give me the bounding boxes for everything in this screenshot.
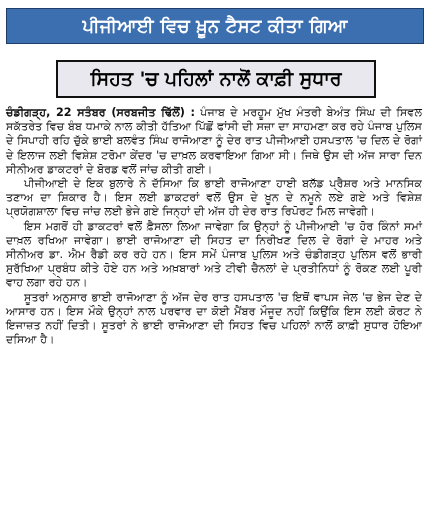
paragraph-1-text: ਪੰਜਾਬ ਦੇ ਮਰਹੂਮ ਮੁੱਖ ਮੰਤਰੀ ਬੇਅੰਤ ਸਿੰਘ ਦੀ ਸਿਵਲ ਸਕੱਤਰੇਤ ਵਿਚ ਬੰਬ ਧਮਾਕੇ ਨਾਲ ਕੀਤੀ ਹੱਤਿਆ ਪਿੱਛੋਂ ਫਾਂਸੀ ਦੀ ਸਜ਼ਾ ਦਾ ਸਾਹਮਣਾ ਕਰ ਰਹੇ ਪੰਜਾਬ ਪੁਲਿਸ ਦੇ ਸਿਪਾਹੀ ਰਹਿ ਚੁੱਕੇ ਭਾਈ ਬਲਵੰਤ ਸਿੰਘ ਰਾਜੋਆਣਾ ਨੂੰ ਦੇਰ ਰਾਤ ਪੀਜੀਆਈ ਹਸਪਤਾਲ 'ਚ ਦਿਲ ਦੇ ਰੋਗਾਂ ਦੇ ਇਲਾਜ ਲਈ ਵਿਸ਼ੇਸ਼ ਟਰੋਮਾ ਕੇਂਦਰ 'ਚ ਦਾਖ਼ਲ ਕਰਵਾਇਆ ਗਿਆ ਸੀ। ਜਿਥੇ ਉਸ ਦੀ ਅੱਜ ਸਾਰਾ ਦਿਨ ਸੀਨੀਅਰ ਡਾਕਟਰਾਂ ਦੇ ਬੋਰਡ ਵਲੋਂ ਜਾਂਚ ਕੀਤੀ ਗਈ।: [6, 106, 423, 176]
paragraph-2: ਪੀਜੀਆਈ ਦੇ ਇਕ ਬੁਲਾਰੇ ਨੇ ਦੱਸਿਆ ਕਿ ਭਾਈ ਰਾਜੋਆਣਾ ਹਾਈ ਬਲੱਡ ਪ੍ਰੈਸ਼ਰ ਅਤੇ ਮਾਨਸਿਕ ਤਣਾਅ ਦਾ ਸ਼ਿਕਾਰ ਹੈ। ਇਸ ਲਈ ਡਾਕਟਰਾਂ ਵਲੋਂ ਉਸ ਦੇ ਖ਼ੂਨ ਦੇ ਨਮੂਨੇ ਲਏ ਗਏ ਅਤੇ ਵਿਸ਼ੇਸ਼ ਪ੍ਰਯੋਗਸ਼ਾਲਾ ਵਿਚ ਜਾਂਚ ਲਈ ਭੇਜੇ ਗਏ ਜਿਨ੍ਹਾਂ ਦੀ ਅੱਜ ਹੀ ਦੇਰ ਰਾਤ ਰਿਪੋਰਟ ਮਿਲ ਜਾਵੇਗੀ।: [6, 177, 422, 219]
headline: ਪੀਜੀਆਈ ਵਿਚ ਖ਼ੂਨ ਟੈਸਟ ਕੀਤਾ ਗਿਆ: [6, 8, 424, 44]
paragraph-4: ਸੂਤਰਾਂ ਅਨੁਸਾਰ ਭਾਈ ਰਾਜੋਆਣਾ ਨੂੰ ਅੱਜ ਦੇਰ ਰਾਤ ਹਸਪਤਾਲ 'ਚ ਇਥੋਂ ਵਾਪਸ ਜੇਲ 'ਚ ਭੇਜ ਦੇਣ ਦੇ ਆਸਾਰ ਹਨ। ਇਸ ਮੌਕੇ ਉਨ੍ਹਾਂ ਨਾਲ ਪਰਵਾਰ ਦਾ ਕੋਈ ਮੈਂਬਰ ਮੌਜੂਦ ਨਹੀਂ ਕਿਉਂਕਿ ਇਸ ਲਈ ਕੋਰਟ ਨੇ ਇਜਾਜ਼ਤ ਨਹੀਂ ਦਿਤੀ। ਸੂਤਰਾਂ ਨੇ ਭਾਈ ਰਾਜੋਆਣਾ ਦੀ ਸਿਹਤ ਵਿਚ ਪਹਿਲਾਂ ਨਾਲੋਂ ਕਾਫ਼ੀ ਸੁਧਾਰ ਹੋਇਆ ਦਸਿਆ ਹੈ।: [6, 290, 422, 347]
dateline: ਚੰਡੀਗੜ੍ਹ, 22 ਸਤੰਬਰ (ਸਰਬਜੀਤ ਢਿੱਲੋਂ) :: [6, 106, 195, 119]
paragraph-3: ਇਸ ਮਗਰੋਂ ਹੀ ਡਾਕਟਰਾਂ ਵਲੋਂ ਫ਼ੈਸਲਾ ਲਿਆ ਜਾਵੇਗਾ ਕਿ ਉਨ੍ਹਾਂ ਨੂੰ ਪੀਜੀਆਈ 'ਚ ਹੋਰ ਕਿੰਨਾਂ ਸਮਾਂ ਦਾਖ਼ਲ ਰਖਿਆ ਜਾਵੇਗਾ। ਭਾਈ ਰਾਜੋਆਣਾ ਦੀ ਸਿਹਤ ਦਾ ਨਿਰੀਖਣ ਦਿਲ ਦੇ ਰੋਗਾਂ ਦੇ ਮਾਹਰ ਅਤੇ ਸੀਨੀਅਰ ਡਾ. ਐਮ ਰੈਡੀ ਕਰ ਰਹੇ ਹਨ। ਇਸ ਸਮੇਂ ਪੰਜਾਬ ਪੁਲਿਸ ਅਤੇ ਚੰਡੀਗੜ੍ਹ ਪੁਲਿਸ ਵਲੋਂ ਭਾਰੀ ਸੁਰੱਖਿਆ ਪ੍ਰਬੰਧ ਕੀਤੇ ਹੋਏ ਹਨ ਅਤੇ ਅਖ਼ਬਾਰਾਂ ਅਤੇ ਟੀਵੀ ਚੈਨਲਾਂ ਦੇ ਪ੍ਰਤੀਨਿਧਾਂ ਨੂੰ ਰੋਕਣ ਲਈ ਪੂਰੀ ਵਾਹ ਲਗਾ ਰਹੇ ਹਨ।: [6, 219, 422, 290]
article-body: [6, 106, 422, 347]
subheadline: ਸਿਹਤ 'ਚ ਪਹਿਲਾਂ ਨਾਲੋਂ ਕਾਫ਼ੀ ਸੁਧਾਰ: [56, 60, 376, 98]
paragraph-1: [6, 106, 422, 177]
